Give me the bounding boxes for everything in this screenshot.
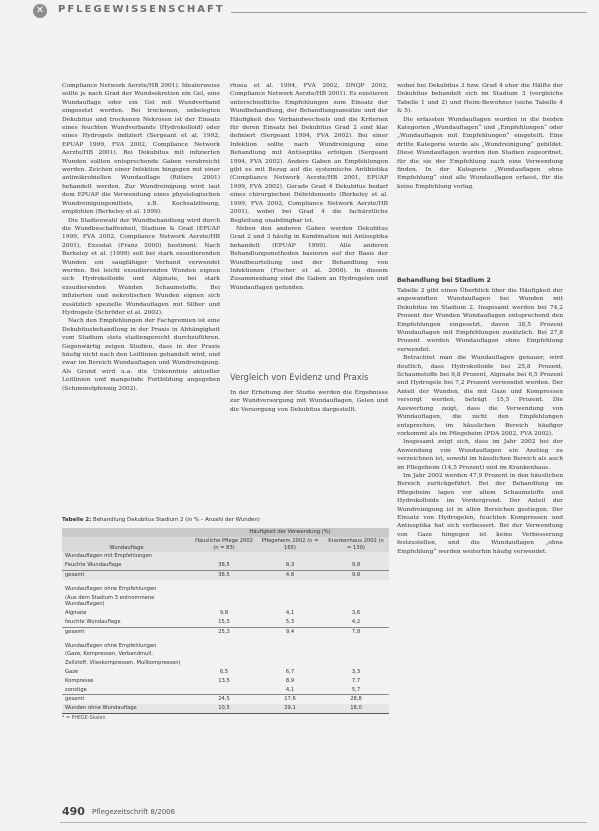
table-footnote: * = PHEGE-Skalen bbox=[62, 715, 106, 721]
table-row-label: (Gaze, Kompressen, Verbandmull, bbox=[65, 651, 153, 658]
table-row-label: gesamt bbox=[62, 627, 191, 636]
table-row bbox=[62, 627, 389, 636]
table-cell bbox=[323, 580, 389, 594]
paragraph: Im Jahr 2002 werden 47,9 Prozent in den häuslichen Bereich zurückgeführt. Bei der Behandlung im Pflegeheim lagen vor allem Schaumstoffe und Hydrokolloide im Vordergrund. Der Anteil der Wundreinigung ist in allen Bereichen gestiegen. Der Einsatz von Hydrogelen, feuchten Kompressen und Antiseptika hat sich verbessert. Bei der Verwendung von Gaze hingegen ist keine Verbesserung festzustellen, und die Wundauflagen „ohne Empfehlung“ werden weiterhin häufig verwendet. bbox=[397, 472, 563, 555]
table-row-label: Wunden ohne Wundauflage bbox=[62, 704, 191, 713]
table-row bbox=[62, 609, 389, 618]
table-cell: 28,8 bbox=[323, 695, 389, 704]
table-cell: 3,6 bbox=[351, 610, 361, 617]
table-row-label: Wundauflagen ohne Empfehlungen bbox=[65, 585, 157, 592]
table-cell bbox=[257, 637, 323, 651]
table-caption-label: Tabelle 2: bbox=[62, 517, 92, 523]
table-cell: 7,8 bbox=[323, 627, 389, 636]
table-cell bbox=[257, 650, 323, 659]
table-cell: 15,5 bbox=[218, 618, 230, 625]
table-row-label: feuchte Wundauflage bbox=[65, 618, 121, 625]
paragraph: Compliance Network Aerzte/HB 2001). Idealerweise sollte je nach Grad der Wundsekretion ein Gel, eine Wundauflage oder ein Gel mit Wundverband eingesetzt werden. Bei trockenen, unbelegten Dekubitus und trockenen Nekrosen ist der Einsatz eines feuchten Wundverbands (Hydrokolloid) oder eines Hydrogels indiziert (Sergeant et al. 1992, EPUAP 1999, FVA 2002, Compliance Network Aerzte/HB 2001). Bei Dekubitus mit infizierten Wunden sollten entsprechende Gaben verabreicht werden. Zeichen einer Infektion hingegen mit einer antimikrobiellen Wundauflage (Ritters 2001) behandelt werden. Zur Wundreinigung wird laut dem EPUAP die Verwendung eines physiologischen Wundreinigungsmittels, z.B. Kochsalzlösung, empfohlen (Berkeley et al. 1999). bbox=[62, 83, 220, 216]
table-row bbox=[62, 570, 389, 579]
table-cell: 6,7 bbox=[285, 668, 295, 675]
table-row-label: Zellstoff, Vlieskompressen, Mullkompressen) bbox=[65, 660, 181, 667]
table-cell bbox=[323, 594, 389, 610]
footer-rule bbox=[60, 822, 587, 823]
table-cell bbox=[257, 659, 323, 668]
table-row-label: Wundauflagen ohne Empfehlungen bbox=[65, 642, 157, 649]
table-row bbox=[62, 561, 389, 570]
table-cell bbox=[323, 659, 389, 668]
table-row bbox=[62, 618, 389, 627]
table-body bbox=[62, 552, 389, 713]
page-number: 490 bbox=[62, 805, 85, 818]
column-3-body bbox=[397, 82, 563, 272]
table-cell: 9,8 bbox=[219, 610, 229, 617]
table-cell: 3,3 bbox=[351, 668, 361, 675]
table-cell: 8,3 bbox=[257, 561, 323, 570]
table-cell: 17,6 bbox=[257, 695, 323, 704]
table-cell bbox=[257, 594, 323, 610]
table-row bbox=[62, 650, 389, 659]
table-caption bbox=[62, 516, 389, 524]
table-row-label: gesamt bbox=[62, 695, 191, 704]
table-cell: 38,5 bbox=[191, 561, 257, 570]
paragraph: rhoea et al. 1994, FVA 2002, DNQP 2002, Compliance Network Aerzte/HB 2001). Es existieren unterschiedliche Empfehlungen zum Einsatz der Wundbehandlung, der Behandlungsansätze und der Häufigkeit des Verbandwechsels und die Kriterien für deren Einsatz bei Dekubitus Grad 2 sind klar definiert (Sergeant 1994, FVA 2002). Bei einer Infektion sollte nach Wundreinigung eine Behandlung mit Antiseptika erfolgen (Sergeant 1994, FVA 2002). Andere Gaben an Empfehlungen gibt es mit Bezug auf die systemische Antibiotika (Compliance Network Aerzte/HB 2001, EPUAP 1999, FVA 2002). Gerade Grad 4 Dekubitus bedarf eines chirurgischen Débridements (Berkeley et al. 1999, FVA 2002, Compliance Network Aerzte/HB 2001), wobei bei Grad 4 die fachärztliche Begleitung unabdingbar ist. bbox=[230, 83, 388, 224]
text-column-3 bbox=[397, 82, 563, 777]
table-cell bbox=[191, 580, 257, 594]
table-col-header: Pflegeheim 2002 (n = 165) bbox=[257, 537, 323, 553]
table-row-label: gesamt bbox=[62, 570, 191, 579]
table-cell bbox=[191, 686, 257, 695]
table-cell: 6,5 bbox=[219, 668, 229, 675]
table-row bbox=[62, 686, 389, 695]
table-cell: 4,1 bbox=[285, 610, 295, 617]
table-col-header: Krankenhaus 2002 (n = 130) bbox=[323, 537, 389, 553]
table-row bbox=[62, 668, 389, 677]
table-row-label: sonstige bbox=[65, 686, 87, 693]
column-1-body bbox=[62, 82, 220, 512]
table-cell: 25,3 bbox=[191, 627, 257, 636]
table-row bbox=[62, 695, 389, 704]
table-col-header: Häusliche Pflege 2002 (n = 83) bbox=[191, 537, 257, 553]
table-row bbox=[62, 677, 389, 686]
table-cell bbox=[257, 552, 323, 561]
column-2-body bbox=[230, 82, 388, 364]
table-cell: 13,5 bbox=[218, 677, 230, 684]
journal-name: Pflegezeitschrift 8/2006 bbox=[92, 808, 176, 816]
paragraph: Insgesamt zeigt sich, dass im Jahr 2002 bei der Anwendung von Wundauflagen ein Anstieg zu verzeichnen ist, sowohl im häuslichen Bereich als auch im Pflegeheim (14,5 Prozent) und im Krankenhaus. bbox=[397, 439, 563, 471]
text-column-2 bbox=[230, 82, 388, 414]
table-cell bbox=[191, 594, 257, 610]
table-group-header: Häufigkeit der Verwendung (%) bbox=[191, 528, 389, 537]
table-row-label: Wundauflagen mit Empfehlungen bbox=[62, 552, 191, 561]
table-cell: 9,4 bbox=[257, 627, 323, 636]
table-cell bbox=[191, 650, 257, 659]
paragraph: Die erfassten Wundauflagen wurden in die beiden Kategorien „Wundauflagen“ und „Empfehlungen“ oder „Wundauflagen mit Empfehlungen“ eingeteilt. Eine dritte Kategorie wurde als „Wundreinigung“ gebildet. Diese Wundauflagen wurden den Stadien zugeordnet, für die sie der Empfehlung nach eine Verwendung finden. In der Kategorie „Wundauflagen ohne Empfehlung“ sind alle Wundauflagen erfasst, für die keine Empfehlung vorlag. bbox=[397, 116, 563, 190]
table-row-label: Gaze bbox=[65, 668, 79, 675]
table-cell: 9,8 bbox=[323, 561, 389, 570]
paragraph: Betrachtet man die Wundauflagen genauer, wird deutlich, dass Hydrokolloide bei 25,8 Prozent, Schaumstoffe bei 9,8 Prozent, Alginate bei 6,5 Prozent und Hydrogele bei 7,2 Prozent verwendet werden. Der Anteil der Wunden, die mit Gaze und Kompressen versorgt werden, beträgt 15,5 Prozent. Die Auswertung zeigt, dass die Verwendung von Wundauflagen, die nicht den Empfehlungen entsprechen, im häuslichen Bereich häufiger vorkommt als im Pflegeheim (PDA 2002, FVA 2002). bbox=[397, 355, 563, 437]
section-logo-icon: ✕ bbox=[33, 4, 47, 18]
table-cell: 4,8 bbox=[257, 570, 323, 579]
table-row-label: Alginate bbox=[65, 610, 87, 617]
table-cell: 9,8 bbox=[323, 570, 389, 579]
table-row bbox=[62, 704, 389, 713]
paragraph: Tabelle 2 gibt einen Überblick über die Häufigkeit der angewandten Wundauflagen bei Wunden mit Dekubitus im Stadium 2. Insgesamt werden bei 74,2 Prozent der Wunden Wundauflagen entsprechend den Empfehlungen eingesetzt, davon 38,5 Prozent Wundauflagen mit Empfehlungen zusätzlich. Bei 27,8 Prozent werden Wundauflagen ohne Empfehlung verwendet. bbox=[397, 288, 563, 353]
table-cell: 5,3 bbox=[285, 618, 295, 625]
table-cell: 10,5 bbox=[191, 704, 257, 713]
table-row bbox=[62, 594, 389, 610]
table-cell bbox=[323, 637, 389, 651]
table-row bbox=[62, 659, 389, 668]
table-row-label: (Aus dem Stadium 3 entnommene Wundauflagen) bbox=[65, 594, 155, 608]
table-row bbox=[62, 552, 389, 561]
subsection-heading: Behandlung bei Stadium 2 bbox=[397, 277, 491, 284]
table-row-label: Kompresse bbox=[65, 677, 94, 684]
table-cell bbox=[191, 552, 257, 561]
table-caption-text: Behandlung Dekubitus Stadium 2 (in % – Anzahl der Wunden) bbox=[93, 517, 260, 523]
table-cell: 38,5 bbox=[191, 570, 257, 579]
paragraph: In der Erhebung der Studie werden die Ergebnisse zur Wundversorgung mit Wundauflagen, Gelen und die Versorgung von Dekubitus dargestellt. bbox=[230, 390, 388, 413]
table-cell: 29,1 bbox=[257, 704, 323, 713]
paragraph: wobei bei Dekubitus 3 bzw. Grad 4 eher die Hälfte der Dekubitus behandelt sich im Stadium 3 (vergleiche Tabelle 1 und 2) und Heim-Bewohner (siehe Tabelle 4 & 5). bbox=[397, 83, 563, 115]
table-cell bbox=[323, 552, 389, 561]
table-cell: 8,9 bbox=[285, 677, 295, 684]
page-header bbox=[0, 0, 599, 22]
table-cell bbox=[257, 580, 323, 594]
table-row-label: Feuchte Wundauflage bbox=[62, 561, 191, 570]
paragraph: Die Stadienwahl der Wundbehandlung wird durch die Wundbeschaffenheit, Stadium & Grad (EPUAP 1999, FVA 2002, Compliance Network Aerzte/HB 2001), Exsudat (Franz 2000) bestimmt. Nach Berkeley et al. (1999) soll bei stark exsudierenden Wunden ein saugfähiger Verband verwendet werden. Bei leicht exsudierenden Wunden eignen sich Hydrokolloide und Alginate, bei stark exsudierenden Wunden Schaumstoffe. Bei infizierten und nekrotischen Wunden eignen sich zusätzlich spezielle Wundauflagen mit Silber und Hydrogele (Schröder et al. 2002). bbox=[62, 217, 220, 316]
table-cell: 4,1 bbox=[285, 686, 295, 693]
data-table bbox=[62, 528, 389, 714]
table-cell: 7,7 bbox=[351, 677, 361, 684]
column-3-body-continued bbox=[397, 287, 563, 777]
table-cell bbox=[323, 650, 389, 659]
table-cell bbox=[191, 637, 257, 651]
paragraph: Nach den Empfehlungen der Fachgremien ist eine Dekubitusbehandlung in der Praxis in Abhängigkeit vom Stadium stets stadiengerecht durchzuführen. Gegenwärtig zeigen Studien, dass in der Praxis häufig nicht nach den Leitlinien gehandelt wird, und zwar im Bereich Wundauflagen und Wundreinigung. Als Grund wird u.a. die Unkenntnis aktueller Leitlinien und mangelnde Fortbildung angegeben (Schimmelpfennig 2002). bbox=[62, 318, 220, 392]
section-heading: Vergleich von Evidenz und Praxis bbox=[230, 372, 369, 382]
table-cell: 5,7 bbox=[351, 686, 361, 693]
table-col-header: Wundauflage bbox=[62, 537, 191, 553]
table-cell: 24,5 bbox=[191, 695, 257, 704]
text-column-1 bbox=[62, 82, 220, 512]
table-row bbox=[62, 580, 389, 594]
table-cell bbox=[191, 659, 257, 668]
table-cell: 18,0 bbox=[323, 704, 389, 713]
paragraph: Neben den anderen Gaben werden Dekubitus Grad 2 und 3 häufig in Kombination mit Antiseptika behandelt (EPUAP 1999). Alle anderen Behandlungsmethoden basieren auf der Basis der Wundbeurteilung und der Behandlung von Infektionen (Fischer et al. 2000). In diesem Zusammenhang sind die Gaben an Hydrogelen und Wundauflagen gefunden. bbox=[230, 225, 388, 291]
section-title: PFLEGEWISSENSCHAFT bbox=[52, 4, 231, 15]
table-row bbox=[62, 637, 389, 651]
table-corner bbox=[62, 528, 191, 537]
data-table-box bbox=[62, 516, 389, 794]
table-cell: 4,2 bbox=[351, 618, 361, 625]
